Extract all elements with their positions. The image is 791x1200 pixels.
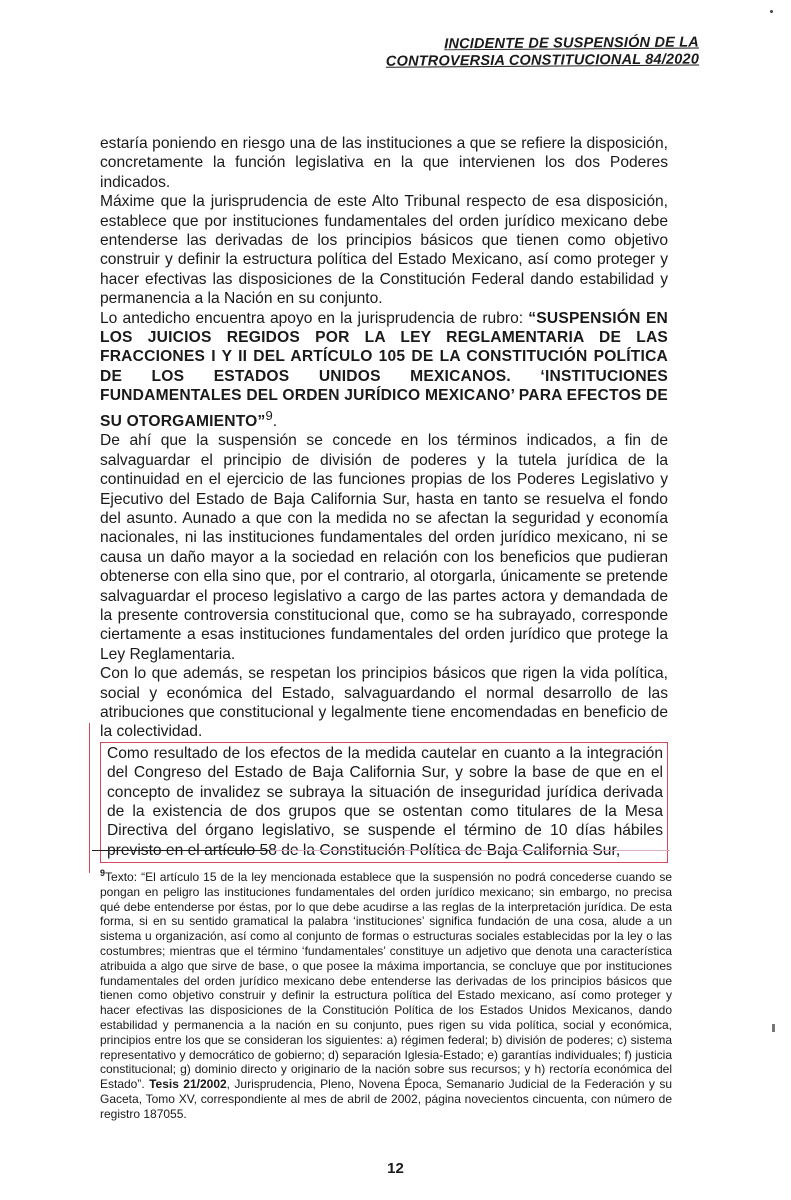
running-header <box>279 35 699 72</box>
page-number: 12 <box>387 1160 404 1177</box>
paragraph-4: De ahí que la suspensión se concede en los términos indicados, a fin de salvaguardar el principio de división de poderes y la tutela jurídica de la continuidad en el ejercicio de las funciones propias de los Poderes Legislativo y Ejecutivo del Estado de Baja California Sur, hasta en tanto se resuelva el fondo del asunto. Aunado a que con la medida no se afectan la seguridad y economía nacionales, ni las instituciones fundamentales del orden jurídico mexicano, ni se causa un daño mayor a la sociedad en relación con los beneficios que pudieran obtenerse con ella sino que, por el contrario, al otorgarla, únicamente se pretende salvaguardar el proceso legislativo a cargo de las partes actora y demandada de la presente controversia constitucional que, como se ha subrayado, corresponde ciertamente a esas instituciones fundamentales del orden jurídico que protege la Ley Reglamentaria. <box>100 432 668 663</box>
highlight-annotation-line <box>270 850 670 851</box>
footnote-separator <box>92 850 272 851</box>
footnote-text: Texto: “El artículo 15 de la ley mencionada establece que la suspensión no podrá concederse cuando se pongan en peligro las instituciones fundamentales del orden jurídico mexicano; sin embargo, no precisa qué debe entenderse por éstas, por lo que debe acudirse a las reglas de la interpretación jurídica. De esta forma, si en su sentido gramatical la palabra ‘instituciones’ significa fundación de una cosa, alude a un sistema u organización, así como al conjunto de formas o estructuras sociales establecidas por la ley o las costumbres; mientras que el término ‘fundamentales’ constituye un adjetivo que denota una característica atribuida a algo que sirve de base, o que posee la máxima importancia, se concluye que por instituciones fundamentales del orden jurídico mexicano debe entenderse las derivadas de los principios básicos que tienen como objetivo construir y definir la estructura política del Estado mexicano, así como proteger y hacer efectivas las disposiciones de la Constitución Política de los Estados Unidos Mexicanos, dando estabilidad y permanencia a la nación en su conjunto, pues rigen su vida política, social y económica, principios entre los que se consideran los siguientes: a) régimen federal; b) división de poderes; c) sistema representativo y democrático de gobierno; d) separación Iglesia-Estado; e) garantías individuales; f) justicia constitucional; g) dominio directo y originario de la nación sobre sus recursos; y h) rectoría económica del Estado”. <box>100 870 672 1092</box>
paragraph-3-intro: Lo antedicho encuentra apoyo en la jurisprudencia de rubro: <box>100 309 529 327</box>
paragraph-2: Máxime que la jurisprudencia de este Alto Tribunal respecto de esa disposición, establece que por instituciones fundamentales del orden jurídico mexicano debe entenderse las derivadas de los principios básicos que tienen como objetivo construir y definir la estructura política del Estado Mexicano, así como proteger y hacer efectivas las disposiciones de la Constitución Federal dando estabilidad y permanencia a la Nación en su conjunto. <box>100 193 668 308</box>
header-line-2: CONTROVERSIA CONSTITUCIONAL 84/2020 <box>385 51 700 70</box>
highlighted-paragraph: Como resultado de los efectos de la medida cautelar en cuanto a la integración del Congreso del Estado de Baja California Sur, y sobre la base de que en el concepto de invalidez se subraya la situación de inseguridad jurídica derivada de la existencia de dos grupos que se ostentan como titulares de la Mesa Directiva del órgano legislativo, se suspende el término de 10 días hábiles previsto en el artículo 58 de la Constitución Política de Baja California Sur, <box>100 742 668 863</box>
footnote-citation: , Jurisprudencia, Pleno, Novena Época, Semanario Judicial de la Federación y su Gaceta, Tomo XV, correspondiente al mes de abril de 2002, página novecientos cincuenta, con número de registro 187055. <box>100 1077 672 1121</box>
header-line-1: INCIDENTE DE SUSPENSIÓN DE LA <box>444 34 699 53</box>
jurisprudence-rubro: “SUSPENSIÓN EN LOS JUICIOS REGIDOS POR LA LEY REGLAMENTARIA DE LAS FRACCIONES I Y II DEL ARTÍCULO 105 DE LA CONSTITUCIÓN POLÍTICA DE LOS ESTADOS UNIDOS MEXICANOS. ‘INSTITUCIONES FUNDAMENTALES DEL ORDEN JURÍDICO MEXICANO’ PARA EFECTOS DE SU OTORGAMIENTO” <box>100 309 669 430</box>
scan-artifact <box>770 10 773 13</box>
footnote-reference[interactable]: 9 <box>265 407 273 423</box>
paragraph-3-end: . <box>272 412 278 430</box>
paragraph-1: estaría poniendo en riesgo una de las instituciones a que se refiere la disposición, concretamente la función legislativa en la que intervienen los dos Poderes indicados. <box>100 135 668 191</box>
footnote-9 <box>100 866 672 1122</box>
footnote-citation-bold: Tesis 21/2002 <box>149 1077 227 1092</box>
footnote <box>100 866 672 1122</box>
highlight-annotation-line <box>89 723 90 873</box>
footnote-marker: 9 <box>100 868 106 878</box>
scan-artifact <box>772 1024 775 1032</box>
body-text <box>100 134 668 863</box>
paragraph-5: Con lo que además, se respetan los principios básicos que rigen la vida política, social y económica del Estado, salvaguardando el normal desarrollo de las atribuciones que constitucional y legalmente tiene encomendadas en beneficio de la colectividad. <box>100 665 668 741</box>
paragraph-3 <box>100 309 668 432</box>
